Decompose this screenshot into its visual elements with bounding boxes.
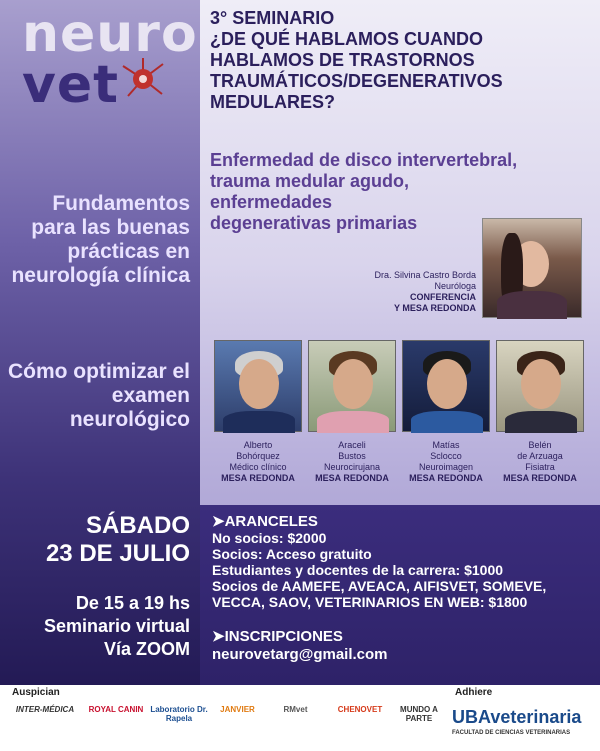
speaker-role: Fisiatra [525,462,555,472]
fundamentos-text: Fundamentos para las buenas prácticas en neurología clínica [11,192,190,287]
speaker-last: Bohórquez [236,451,280,461]
sponsors-bar [0,685,600,751]
fees-heading [212,514,597,530]
speaker-caption [398,440,494,484]
speaker-first: Alberto [243,440,273,450]
main-speaker-photo [482,218,582,318]
speaker-session: MESA REDONDA [315,473,389,483]
speaker-session: MESA REDONDA [221,473,295,483]
main-speaker-info [300,270,476,314]
fee-line: No socios: $2000 [212,530,327,546]
sponsors-label: Auspician [12,687,60,698]
logo-line1: neuro [22,4,198,64]
registration-heading [212,628,597,646]
speaker-first: Araceli [338,440,366,450]
uba-subtitle: FACULTAD DE CIENCIAS VETERINARIAS [452,730,571,736]
registration-section [212,628,597,664]
event-platform: Vía ZOOM [103,639,190,659]
speaker-caption [304,440,400,484]
subtitle-line: trauma medular agudo, [210,171,410,191]
chevron-right-icon: ➤ [212,513,225,530]
speaker-role: Neuroimagen [418,462,474,472]
fees-section [212,514,597,610]
speaker-first: Belén [528,440,552,450]
sponsor-logo: INTER-MÉDICA [15,705,75,714]
sponsor-logo: ROYAL CANIN [88,705,144,714]
speaker-session: MESA REDONDA [409,473,483,483]
speaker-caption [210,440,306,484]
event-time [0,592,190,661]
main-speaker-name: Dra. Silvina Castro Borda [374,270,476,280]
date-month: 23 DE JULIO [45,540,190,567]
sponsor-logo: RMvet [283,705,308,714]
speaker-photo [496,340,584,432]
date-day: SÁBADO [85,512,190,539]
fee-line: Socios de AAMEFE, AVEACA, AIFISVET, SOMEVE, [212,578,547,594]
event-mode: Seminario virtual [43,616,190,636]
speaker-photo [214,340,302,432]
speaker-photo [402,340,490,432]
sponsor-logo: JANVIER [220,705,255,714]
speaker-session: MESA REDONDA [503,473,577,483]
title-line: 3° SEMINARIO [210,8,335,28]
seminar-title [210,8,595,113]
title-line: TRAUMÁTICOS/DEGENERATIVOS [210,71,503,91]
optimizar-text: Cómo optimizar el examen neurológico [7,360,190,431]
registration-email[interactable]: neurovetarg@gmail.com [212,646,388,663]
registration-heading-text: INSCRIPCIONES [224,628,343,645]
fee-line: Estudiantes y docentes de la carrera: $1000 [212,562,504,578]
speaker-caption [492,440,588,484]
main-speaker-session: Y MESA REDONDA [393,303,476,313]
title-line: ¿DE QUÉ HABLAMOS CUANDO [210,29,483,49]
chevron-right-icon: ➤ [212,628,225,645]
fees-heading-text: ARANCELES [224,513,318,530]
speaker-role: Médico clínico [229,462,287,472]
uba-logo: UBAveterinaria [452,707,582,727]
time-range: De 15 a 19 hs [75,593,190,613]
main-speaker-role: Neuróloga [434,281,476,291]
main-speaker-session: CONFERENCIA [409,292,476,302]
subtitle-line: Enfermedad de disco intervertebral, [210,150,518,170]
fee-line: VECCA, SAOV, VETERINARIOS EN WEB: $1800 [212,594,528,610]
speaker-role: Neurocirujana [323,462,381,472]
speaker-first: Matías [432,440,460,450]
sponsor-logo: Laboratorio Dr. Rapela [150,705,208,723]
subtitle-line: enfermedades [210,192,333,212]
sponsor-logo: MUNDO A PARTE [400,705,438,723]
neuron-icon [118,56,168,102]
speaker-last: Sclocco [430,451,462,461]
fee-line: Socios: Acceso gratuito [212,546,372,562]
title-line: MEDULARES? [210,92,335,112]
title-line: HABLAMOS DE TRASTORNOS [210,50,475,70]
speaker-last: Bustos [338,451,366,461]
speaker-photo [308,340,396,432]
adhiere-label: Adhiere [455,687,493,698]
event-date [5,512,190,568]
subtitle-line: degenerativas primarias [210,213,418,233]
logo-line2: vet [22,55,120,115]
neurovet-logo [22,4,198,115]
sponsor-logo: CHENOVET [337,705,383,714]
speaker-last: de Arzuaga [517,451,563,461]
